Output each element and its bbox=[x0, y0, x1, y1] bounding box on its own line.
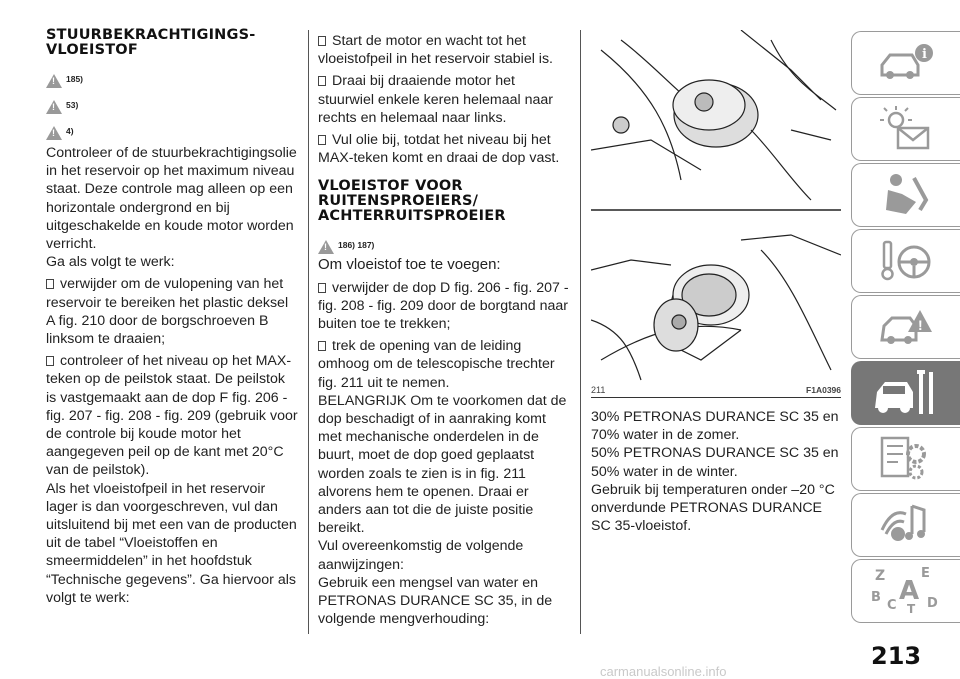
car-info-icon bbox=[876, 41, 936, 85]
bullet-item: Vul olie bij, totdat het niveau bij het MAX-teken komt en draai de dop vast. bbox=[318, 132, 560, 167]
figure-caption bbox=[591, 385, 841, 398]
column-1 bbox=[46, 28, 298, 607]
steering-key-icon bbox=[876, 236, 936, 286]
warning-triangle-icon: ! bbox=[318, 240, 334, 254]
multimedia-icon bbox=[876, 500, 936, 550]
bullet-item: verwijder de dop D fig. 206 - fig. 207 - fig. 208 - fig. 209 door de borgtand naar buiten toe te trekken; bbox=[318, 279, 569, 333]
figure-211-washer-reservoir bbox=[591, 30, 841, 385]
svg-text:!: ! bbox=[918, 317, 923, 333]
tab-maintenance[interactable] bbox=[851, 361, 960, 425]
checkbox-bullet-icon bbox=[46, 279, 54, 289]
checkbox-bullet-icon bbox=[318, 283, 326, 293]
intro-paragraph: Controleer of de stuurbekrachtigingsolie in het reservoir op het maximum niveau staat. Deze controle mag alleen op een horizontale ondergrond en bij uitgeschakelde en koude motor worden verricht. bbox=[46, 145, 297, 253]
warning-triangle-icon: ! bbox=[46, 74, 62, 88]
column-2 bbox=[318, 32, 570, 628]
chapter-sidebar bbox=[851, 31, 960, 625]
washer-intro: Om vloeistof toe te voegen: bbox=[318, 256, 501, 274]
column-divider bbox=[580, 30, 581, 634]
important-paragraph: BELANGRIJK Om te voorkomen dat de dop beschadigt of in aanraking komt met mechanische onderdelen in de buurt, moet de dop goed geplaatst worden zoals te zien is in fig. 211 alvorens hem te openen. Draai er anders aan tot die de juiste positie bereikt. bbox=[318, 392, 567, 537]
warning-note-4: ! 4) bbox=[46, 116, 298, 140]
breakdown-icon bbox=[876, 302, 936, 352]
checkbox-bullet-icon bbox=[318, 36, 326, 46]
page-number: 213 bbox=[871, 642, 922, 670]
alphabet-index-icon: Z E A B C T D bbox=[871, 566, 938, 616]
specs-gears-icon bbox=[876, 434, 936, 484]
winter-mix: 50% PETRONAS DURANCE SC 35 en 50% water in de winter. bbox=[591, 445, 839, 480]
checkbox-bullet-icon bbox=[46, 356, 54, 366]
heading-power-steering-fluid: STUURBEKRACHTIGINGS- VLOEISTOF bbox=[46, 27, 256, 58]
heading-washer-fluid: VLOEISTOF VOOR RUITENSPROEIERS/ ACHTERRUITSPROEIER bbox=[318, 178, 506, 225]
mixture-text: Gebruik een mengsel van water en PETRONAS DURANCE SC 35, in de volgende mengverhouding: bbox=[318, 574, 553, 628]
checkbox-bullet-icon bbox=[318, 135, 326, 145]
figure-code: F1A0396 bbox=[806, 385, 841, 395]
outro-paragraph: Als het vloeistofpeil in het reservoir lager is dan voorgeschreven, vul dan uitsluitend bij met een van de producten uit de tabel “Vloeistoffen en smeermiddelen” in het hoofdstuk “Technische gegevens”. Ga hiervoor als volgt te werk: bbox=[46, 480, 297, 606]
watermark: carmanualsonline.info bbox=[600, 664, 727, 679]
bullet-item: Start de motor en wacht tot het vloeistofpeil in het reservoir stabiel is. bbox=[318, 33, 553, 68]
tab-technical-data[interactable] bbox=[851, 427, 960, 491]
warning-lights-icon bbox=[876, 104, 936, 154]
instructions-text: Vul overeenkomstig de volgende aanwijzingen: bbox=[318, 538, 524, 573]
summer-mix: 30% PETRONAS DURANCE SC 35 en 70% water in de zomer. bbox=[591, 409, 839, 444]
bullet-item: Draai bij draaiende motor het stuurwiel enkele keren helemaal naar rechts en helemaal naar links. bbox=[318, 73, 554, 126]
tab-starting-driving[interactable] bbox=[851, 229, 960, 293]
checkbox-bullet-icon bbox=[318, 341, 326, 351]
tab-emergency[interactable] bbox=[851, 295, 960, 359]
airbag-seat-icon bbox=[876, 170, 936, 220]
warning-triangle-icon: ! bbox=[46, 126, 62, 140]
warning-note-185: ! 185) bbox=[46, 64, 298, 88]
bullet-item: trek de opening van de leiding omhoog om de telescopische trechter fig. 211 uit te nemen. bbox=[318, 338, 555, 391]
checkbox-bullet-icon bbox=[318, 76, 326, 86]
warning-triangle-icon: ! bbox=[46, 100, 62, 114]
low-temp-note: Gebruik bij temperaturen onder –20 °C onverdunde PETRONAS DURANCE SC 35-vloeistof. bbox=[591, 481, 835, 535]
warning-note-186-187: ! 186) 187) bbox=[318, 230, 570, 254]
tab-car-info[interactable] bbox=[851, 31, 960, 95]
warning-note-53: ! 53) bbox=[46, 90, 298, 114]
tab-warning-lights[interactable] bbox=[851, 97, 960, 161]
car-service-icon bbox=[871, 368, 941, 418]
bullet-item: verwijder om de vulopening van het reservoir te bereiken het plastic deksel A fig. 210 door de borgschroeven B linksom te draaien; bbox=[46, 276, 289, 348]
figure-number: 211 bbox=[591, 385, 606, 395]
svg-text:i: i bbox=[922, 47, 927, 62]
tab-multimedia[interactable] bbox=[851, 493, 960, 557]
column-divider bbox=[308, 30, 309, 634]
tab-safety[interactable] bbox=[851, 163, 960, 227]
proceed-text: Ga als volgt te werk: bbox=[46, 254, 175, 271]
bullet-item: controleer of het niveau op het MAX-teken op de peilstok staat. De peilstok is vastgemaakt aan de dop F fig. 206 - fig. 207 - fig. 208 - fig. 209 (gebruik voor de controle bij koude motor het aangegeven peil op de kant met 20°C van de peilstok). bbox=[46, 353, 298, 479]
tab-index[interactable] bbox=[851, 559, 960, 623]
column-3 bbox=[591, 408, 841, 535]
